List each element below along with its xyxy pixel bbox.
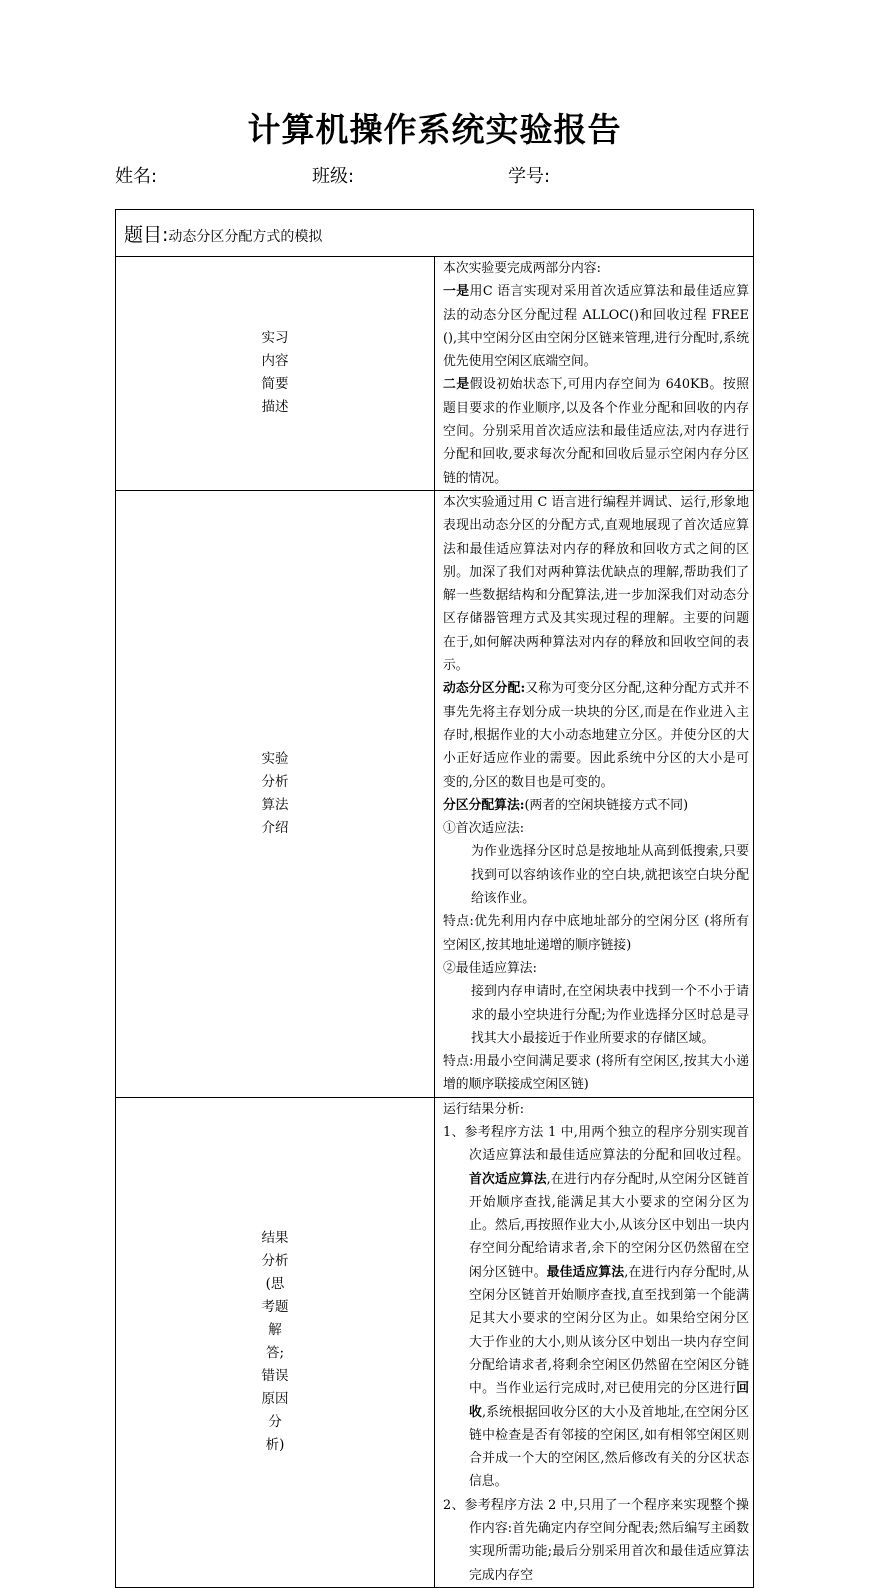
topic-label: 题目:	[124, 223, 169, 246]
name-label: 姓名:	[115, 166, 158, 187]
section-results-label: 结果分析(思考题解答;错误原因分析)	[116, 1097, 435, 1587]
first-fit-description: 为作业选择分区时总是按地址从高到低搜索,只要找到可以容纳该作业的空白块,就把该空白块分配给该作业。	[471, 844, 749, 907]
section-description-content	[435, 257, 754, 491]
student-id-label: 学号:	[508, 166, 551, 187]
first-fit-feature: 特点:优先利用内存中底地址部分的空闲分区 (将所有空闲区,按其地址递增的顺序链接)	[443, 914, 749, 953]
best-fit-description: 接到内存申请时,在空闲块表中找到一个不小于请求的最小空块进行分配;为作业选择分区时总是寻找其大小最接近于作业所要求的存储区域。	[471, 984, 749, 1046]
results-intro: 运行结果分析:	[443, 1101, 525, 1117]
section-analysis-content	[435, 490, 754, 1097]
results-item-two: 2、参考程序方法 2 中,只用了一个程序来实现整个操作内容:首先确定内存空间分配表;然后编写主函数实现所需功能;最后分别采用首次和最佳适应算法完成内存空	[443, 1497, 749, 1583]
best-fit-feature: 特点:用最小空间满足要求 (将所有空闲区,按其大小递增的顺序联接成空闲区链)	[443, 1054, 749, 1093]
topic-text: 动态分区分配方式的模拟	[168, 228, 323, 245]
description-intro: 本次实验要完成两部分内容:	[443, 261, 601, 276]
section-results-content	[435, 1097, 754, 1587]
first-fit-title: ①首次适应法:	[443, 821, 525, 837]
analysis-overview: 本次实验通过用 C 语言进行编程并调试、运行,形象地表现出动态分区的分配方式,直观地展现了首次适应算法和最佳适应算法对内存的释放和回收方式之间的区别。加深了我们对两种算法优缺点的理解,帮助我们了解一些数据结构和分配算法,进一步加深我们对动态分区存储器管理方式及其实现过程的理解。主要的问题在于,如何解决两种算法对内存的释放和回收空间的表示。	[443, 494, 749, 674]
section-description-label: 实习内容简要描述	[116, 257, 435, 491]
description-part-one: 一是用C 语言实现对采用首次适应算法和最佳适应算法的动态分区分配过程 ALLOC()和回收过程 FREE(),其中空闲分区由空闲分区链来管理,进行分配时,系统优先使用空闲区底端空间。	[443, 284, 750, 370]
class-label: 班级:	[312, 166, 355, 187]
results-item-one: 1、参考程序方法 1 中,用两个独立的程序分别实现首次适应算法和最佳适应算法的分配和回收过程。首次适应算法,在进行内存分配时,从空闲分区链首开始顺序查找,能满足其大小要求的空闲分区为止。然后,再按照作业大小,从该分区中划出一块内存空间分配给请求者,余下的空闲分区仍然留在空闲分区链中。最佳适应算法,在进行内存分配时,从空闲分区链首开始顺序查找,直至找到第一个能满足其大小要求的空闲分区为止。如果给空闲分区大于作业的大小,则从该分区中划出一块内存空间分配给请求者,将剩余空闲区仍然留在空闲区分链中。当作业运行完成时,对已使用完的分区进行回收,系统根据回收分区的大小及首地址,在空闲分区链中检查是否有邻接的空闲区,如有相邻空闲区则合并成一个大的空闲区,然后修改有关的分区状态信息。	[443, 1124, 750, 1490]
allocation-algorithm-heading: 分区分配算法:(两者的空闲块链接方式不同)	[443, 797, 689, 813]
description-part-two: 二是假设初始状态下,可用内存空间为 640KB。按照题目要求的作业顺序,以及各个作业分配和回收的内存空间。分别采用首次适应法和最佳适应法,对内存进行分配和回收,要求每次分配和回收后显示空闲内存分区链的情况。	[443, 377, 750, 486]
best-fit-title: ②最佳适应算法:	[443, 960, 537, 976]
topic-cell	[116, 210, 754, 257]
dynamic-partition-paragraph: 动态分区分配:又称为可变分区分配,这种分配方式并不事先先将主存划分成一块块的分区,而是在作业进入主存时,根据作业的大小动态地建立分区。并使分区的大小正好适应作业的需要。因此系统中分区的大小是可变的,分区的数目也是可变的。	[443, 681, 749, 790]
section-analysis-label: 实验分析算法介绍	[116, 490, 435, 1097]
page-title: 计算机操作系统实验报告	[247, 110, 622, 149]
report-table	[115, 209, 754, 1588]
